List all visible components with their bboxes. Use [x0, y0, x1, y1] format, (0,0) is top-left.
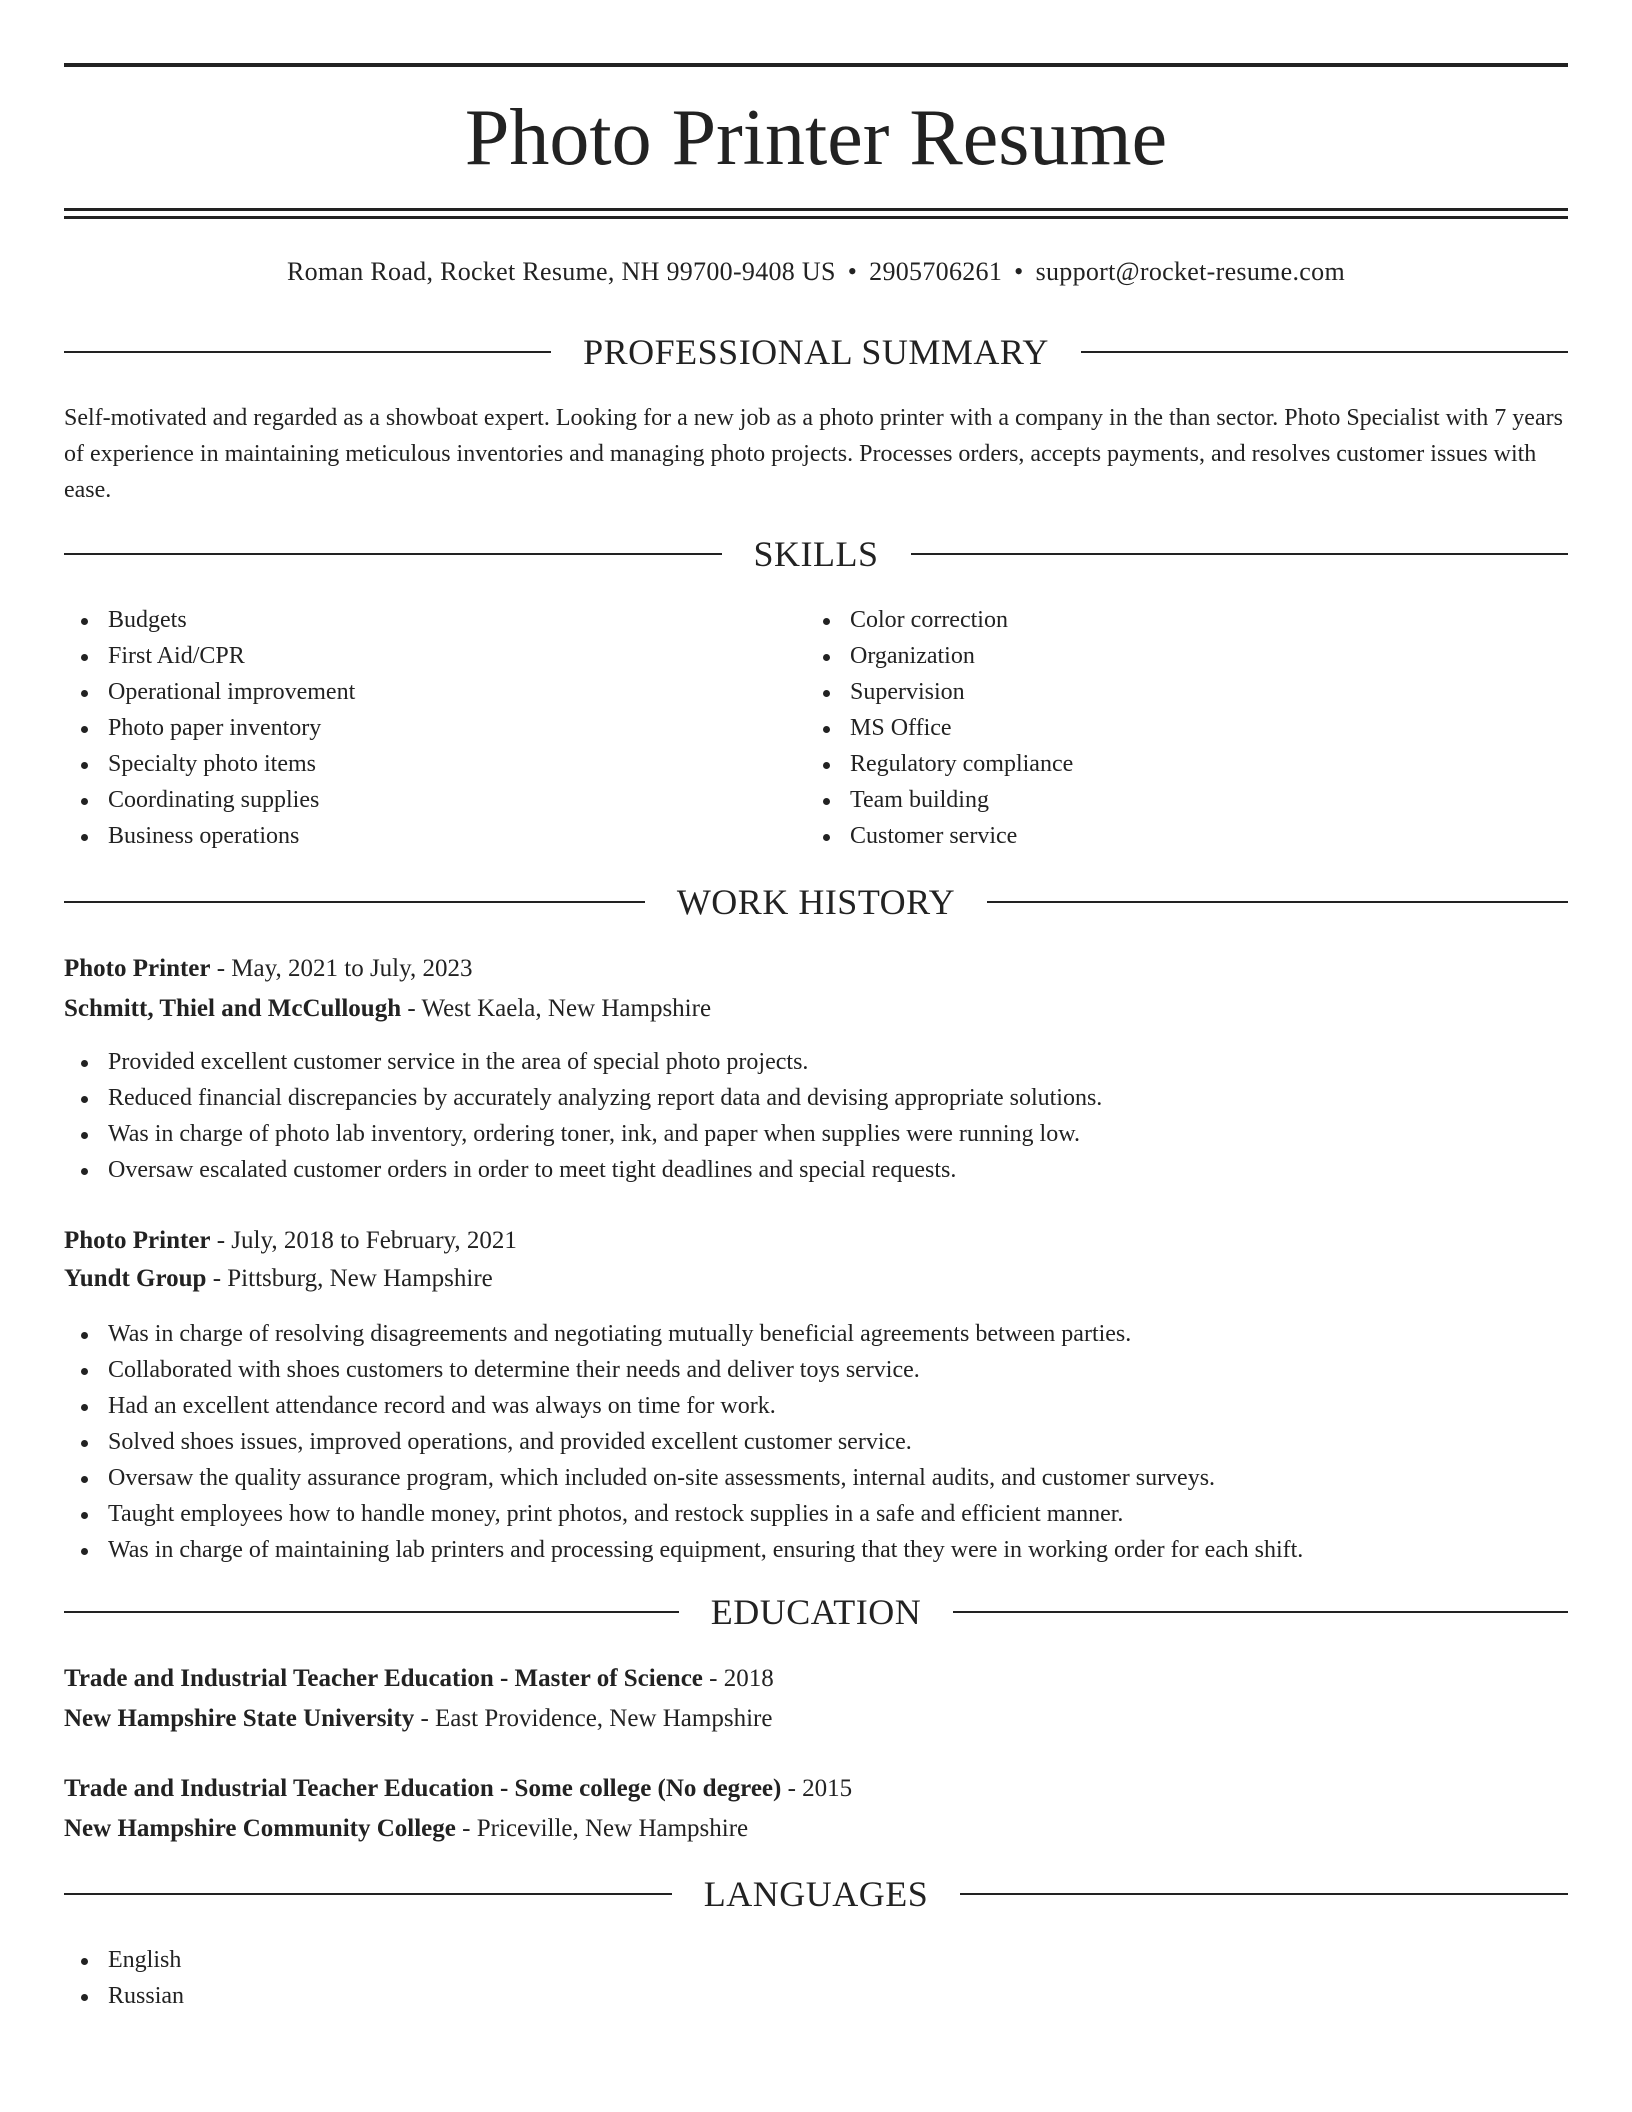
divider-line	[64, 553, 722, 555]
job-title-line	[64, 950, 1568, 988]
job-bullets	[64, 1044, 1568, 1188]
divider-line	[960, 1893, 1568, 1895]
job-bullet: Provided excellent customer service in the area of special photo projects.	[64, 1044, 1568, 1080]
job-location: - Pittsburg, New Hampshire	[206, 1265, 493, 1292]
skill-item: Customer service	[806, 818, 1506, 854]
skill-item: Color correction	[806, 602, 1506, 638]
skill-item: Photo paper inventory	[64, 710, 764, 746]
section-title-summary: PROFESSIONAL SUMMARY	[583, 332, 1049, 372]
job-company-line	[64, 990, 1568, 1028]
title-rule-lower	[64, 216, 1568, 219]
section-title-languages: LANGUAGES	[703, 1874, 929, 1914]
job-bullet: Collaborated with shoes customers to determine their needs and deliver toys service.	[64, 1352, 1568, 1388]
education-year: - 2018	[702, 1665, 774, 1692]
job-title: Photo Printer	[64, 955, 211, 982]
section-header-languages	[64, 1872, 1568, 1916]
job-bullet: Was in charge of resolving disagreements and negotiating mutually beneficial agreements between parties.	[64, 1316, 1568, 1352]
contact-phone: 2905706261	[869, 257, 1003, 286]
skill-item: Operational improvement	[64, 674, 764, 710]
education-year: - 2015	[781, 1775, 853, 1802]
section-title-skills: SKILLS	[753, 534, 879, 574]
summary-text: Self-motivated and regarded as a showboat expert. Looking for a new job as a photo printer with a company in the than sector. Photo Specialist with 7 years of experience in maintaining meticulous inventories and managing photo projects. Processes orders, accepts payments, and resolves customer issues with ease.	[64, 405, 1563, 503]
job-bullet: Reduced financial discrepancies by accurately analyzing report data and devising appropriate solutions.	[64, 1080, 1568, 1116]
job-dates: - July, 2018 to February, 2021	[210, 1227, 517, 1254]
section-header-skills	[64, 532, 1568, 576]
education-degree-line	[64, 1660, 1568, 1698]
job-company-line	[64, 1260, 1568, 1298]
skill-item: MS Office	[806, 710, 1506, 746]
job-bullet: Oversaw escalated customer orders in order to meet tight deadlines and special requests.	[64, 1152, 1568, 1188]
skill-item: Coordinating supplies	[64, 782, 764, 818]
divider-line	[987, 901, 1568, 903]
section-title-work: WORK HISTORY	[676, 882, 956, 922]
divider-line	[64, 1611, 679, 1613]
education-school: New Hampshire State University	[64, 1705, 415, 1732]
section-header-work	[64, 880, 1568, 924]
section-title-education: EDUCATION	[710, 1592, 922, 1632]
education-school-line	[64, 1700, 1568, 1738]
divider-line	[911, 553, 1569, 555]
languages-list	[64, 1942, 764, 2014]
job-bullet: Had an excellent attendance record and was always on time for work.	[64, 1388, 1568, 1424]
divider-line	[1081, 351, 1568, 353]
divider-line	[64, 351, 551, 353]
contact-email: support@rocket-resume.com	[1035, 257, 1345, 286]
job-bullet: Taught employees how to handle money, print photos, and restock supplies in a safe and efficient manner.	[64, 1496, 1568, 1532]
job-bullet: Was in charge of maintaining lab printers and processing equipment, ensuring that they were in working order for each shift.	[64, 1532, 1568, 1568]
skill-item: First Aid/CPR	[64, 638, 764, 674]
skill-item: Supervision	[806, 674, 1506, 710]
divider-line	[64, 901, 645, 903]
title-rule-upper	[64, 208, 1568, 211]
education-location: - Priceville, New Hampshire	[455, 1815, 749, 1842]
contact-line	[64, 254, 1568, 290]
education-degree-line	[64, 1770, 1568, 1808]
resume-title: Photo Printer Resume	[464, 94, 1168, 182]
education-school-line	[64, 1810, 1568, 1848]
job-bullet: Oversaw the quality assurance program, which included on-site assessments, internal audits, and customer surveys.	[64, 1460, 1568, 1496]
language-item: Russian	[64, 1978, 764, 2014]
job-bullet: Was in charge of photo lab inventory, ordering toner, ink, and paper when supplies were running low.	[64, 1116, 1568, 1152]
job-title: Photo Printer	[64, 1227, 211, 1254]
job-company: Yundt Group	[64, 1265, 207, 1292]
contact-separator: •	[1014, 257, 1024, 286]
skill-item: Specialty photo items	[64, 746, 764, 782]
skills-list-right	[806, 602, 1506, 854]
job-bullets	[64, 1316, 1568, 1568]
education-location: - East Providence, New Hampshire	[414, 1705, 773, 1732]
contact-separator: •	[847, 257, 858, 286]
job-dates: - May, 2021 to July, 2023	[210, 955, 473, 982]
contact-address: Roman Road, Rocket Resume, NH 99700-9408 US	[287, 257, 836, 286]
divider-line	[64, 1893, 672, 1895]
skills-list-left	[64, 602, 764, 854]
education-school: New Hampshire Community College	[64, 1815, 456, 1842]
job-company: Schmitt, Thiel and McCullough	[64, 995, 402, 1022]
section-header-education	[64, 1590, 1568, 1634]
top-rule	[64, 63, 1568, 67]
job-bullet: Solved shoes issues, improved operations, and provided excellent customer service.	[64, 1424, 1568, 1460]
education-degree: Trade and Industrial Teacher Education - Master of Science	[64, 1665, 703, 1692]
language-item: English	[64, 1942, 764, 1978]
skill-item: Team building	[806, 782, 1506, 818]
education-degree: Trade and Industrial Teacher Education - Some college (No degree)	[64, 1775, 782, 1802]
skill-item: Regulatory compliance	[806, 746, 1506, 782]
skill-item: Organization	[806, 638, 1506, 674]
job-location: - West Kaela, New Hampshire	[401, 995, 712, 1022]
skill-item: Business operations	[64, 818, 764, 854]
job-title-line	[64, 1222, 1568, 1260]
divider-line	[953, 1611, 1568, 1613]
section-header-summary	[64, 330, 1568, 374]
skill-item: Budgets	[64, 602, 764, 638]
